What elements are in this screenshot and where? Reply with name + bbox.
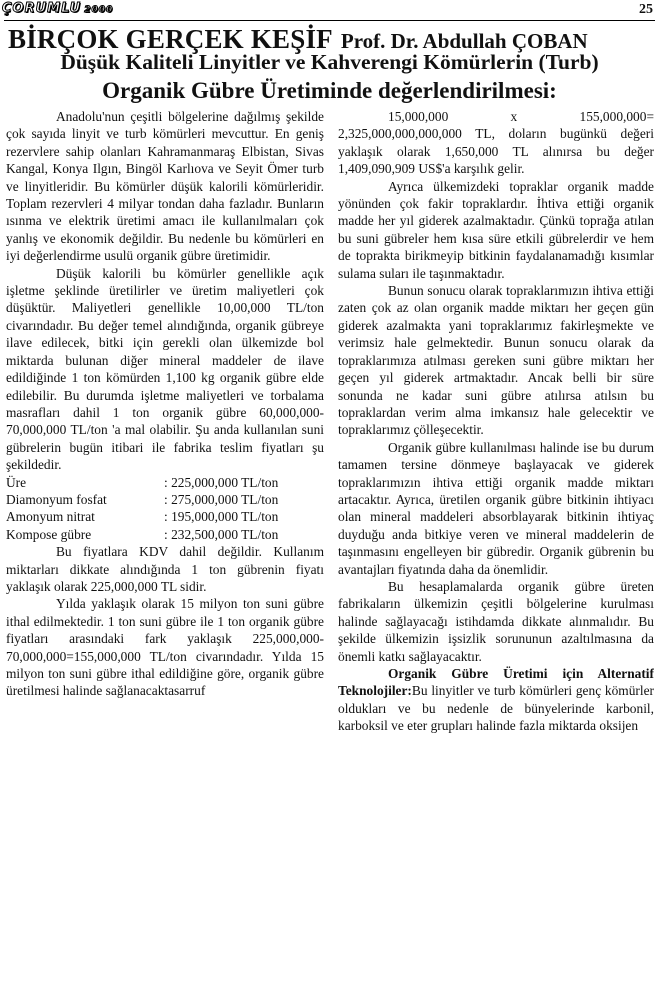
paragraph: 15,000,000 x 155,000,000= 2,325,000,000,000,000 TL, doların bugünkü değeri yaklaşık olarak 1,650,000 TL alınırsa bu değer 1,409,090,909 US$'a karşılık gelir. — [338, 109, 654, 177]
paragraph: Anadolu'nun çeşitli bölgelerine dağılmış şekilde çok sayıda linyit ve turb kömürleri mevcuttur. En geniş rezervlere sahip olanları Kahramanmaraş Elbistan, Sivas Kangal, Konya Ilgın, Bingöl Karlıova ve Seyit Ömer turb ve linyitleridir. Bu kömürler düşük kalorili kömürleridir. Toplam rezervleri 4 milyar tondan daha fazladır. Bunların ısınma ve elektrik üretimi amacı ile kullanılmaları çok yanlış ve ekonomik değildir. Bu nedenle bu kömürleri en iyi değerlendirme usulü organik gübre üretimidir. — [6, 109, 324, 264]
table-row — [6, 508, 324, 525]
header-divider — [4, 20, 655, 21]
paragraph: Yılda yaklaşık olarak 15 milyon ton suni gübre ithal edilmektedir. 1 ton suni gübre ile 1 ton organik gübre fiyatları arasındaki fark yaklaşık 225,000,000-70,000,000=155,000,000 TL/ton civarındadır. Yılda 15 milyon ton suni gübre ithal edildiğine göre, organik gübre üretilmesi halinde sağlanacaktasarruf — [6, 596, 324, 699]
price-value: : 232,500,000 TL/ton — [164, 526, 279, 542]
price-name: Kompose gübre — [6, 526, 92, 542]
paragraph: Organik gübre kullanılması halinde ise bu durum tamamen tersine dönmeye başlayacak ve giderek topraklarımızın ihtiva ettiği organik madde miktarı artacaktır. Ayrıca, üretilen organik gübre bitkinin ihtiyacı olan mineral maddeleri absorblayarak bitkinin ihtiyaç duyduğu anda bitkiye veren ve mineral maddelerin de taşınmasını engelleyen bir gübredir. Organik gübrenin bu avantajları fiyatında daha da önemlidir. — [338, 439, 654, 577]
price-value: : 195,000,000 TL/ton — [164, 509, 279, 525]
price-name: Amonyum nitrat — [6, 509, 95, 525]
masthead-title: ÇORUMLU — [2, 1, 82, 16]
table-row — [6, 474, 324, 491]
article-subtitle-line1: Düşük Kaliteli Linyitler ve Kahverengi Kömürlerin (Turb) — [60, 50, 599, 74]
paragraph-text: Bu linyitler ve turb kömürleri genç kömürler oldukları ve bu nedenle de bünyelerinde karbonil, karboksil ve eter grupları halinde fazla miktarda oksijen — [338, 683, 654, 734]
price-value: : 225,000,000 TL/ton — [164, 474, 279, 490]
price-name: Üre — [6, 474, 27, 490]
article-author: Prof. Dr. Abdullah ÇOBAN — [340, 29, 588, 53]
price-name: Diamonyum fosfat — [6, 491, 107, 507]
price-value: : 275,000,000 TL/ton — [164, 491, 279, 507]
left-column — [6, 108, 324, 980]
table-row — [6, 526, 324, 543]
paragraph: Bunun sonucu olarak topraklarımızın ihtiva ettiği zaten çok az olan organik madde miktarı her geçen gün giderek azalmakta yani topraklarımız fakirleşmekte ve verimsiz hale gelmektedir. Bunun sonucu olarak da topraklarımıza atılması gereken suni gübre miktarı her geçen yıl giderek artmaktadır. Ancak belli bir süre sonunda ne kadar suni gübre atılırsa atılsın bu topraklardan verim alma imkansız hale gelecektir ve topraklarımız çölleşecektir. — [338, 283, 654, 438]
fertilizer-price-table — [6, 474, 324, 544]
paragraph: Düşük kalorili bu kömürler genellikle açık işletme şeklinde üretilirler ve üretim maliyetleri çok düşüktür. Maliyetleri genellikle 10,00,000 TL/ton civarındadır. Bu değer temel alındığında, organik gübreye ilave edilecek, bitki için gerekli olan ülkemizde bol miktarda bulunan diğer mineral maddeler de ilave edildiğinde 1 ton kömürden 1,100 kg organik gübre elde edilebilir. Bu durumda işletme maliyetleri ve torbalama masrafları dahil 1 ton organik gübre 60,000,000-70,000,000 TL/ton 'a mal olabilir. Şu anda kullanılan suni gübrelerin bugün itibari ile fabrika teslim fiyatları şu şekildedir. — [6, 265, 324, 473]
paragraph — [338, 665, 654, 735]
masthead-year: 2000 — [84, 5, 114, 15]
right-column — [338, 108, 654, 980]
headline — [8, 24, 656, 52]
masthead-logo — [2, 1, 113, 16]
page-header — [0, 0, 659, 22]
article-title: BİRÇOK GERÇEK KEŞİF — [8, 24, 333, 54]
paragraph: Bu hesaplamalarda organik gübre üreten fabrikaların ülkemizin çeşitli bölgelerine kurulması halinde sağlayacağı istihdamda dikkate alınmalıdır. Bu şekilde ülkemizin işsizlik sorununun azaltılmasına da önemli katkı sağlayacaktır. — [338, 578, 654, 664]
article-subtitle-line2: Organik Gübre Üretiminde değerlendirilmesi: — [102, 78, 557, 103]
paragraph: Bu fiyatlara KDV dahil değildir. Kullanım miktarları dikkate alındığında 1 ton gübrenin fiyatı yaklaşık olarak 225,000,000 TL sidir. — [6, 544, 324, 594]
table-row — [6, 491, 324, 508]
page-number: 25 — [639, 2, 653, 17]
section-subheading: Organik Gübre Üretimi için Alternatif Teknolojiler: — [338, 666, 654, 699]
paragraph: Ayrıca ülkemizdeki topraklar organik madde yönünden çok fakir topraklardır. İhtiva ettiği organik madde her yıl giderek azalmaktadır. Çünkü toprağa atılan bu suni gübreler hem kısa süre etkili gübrelerdir ve hem de toprakta birikmeyip bitkinin faydalanamadığı kısımlar sulama suları ile taşınmaktadır. — [338, 178, 654, 281]
